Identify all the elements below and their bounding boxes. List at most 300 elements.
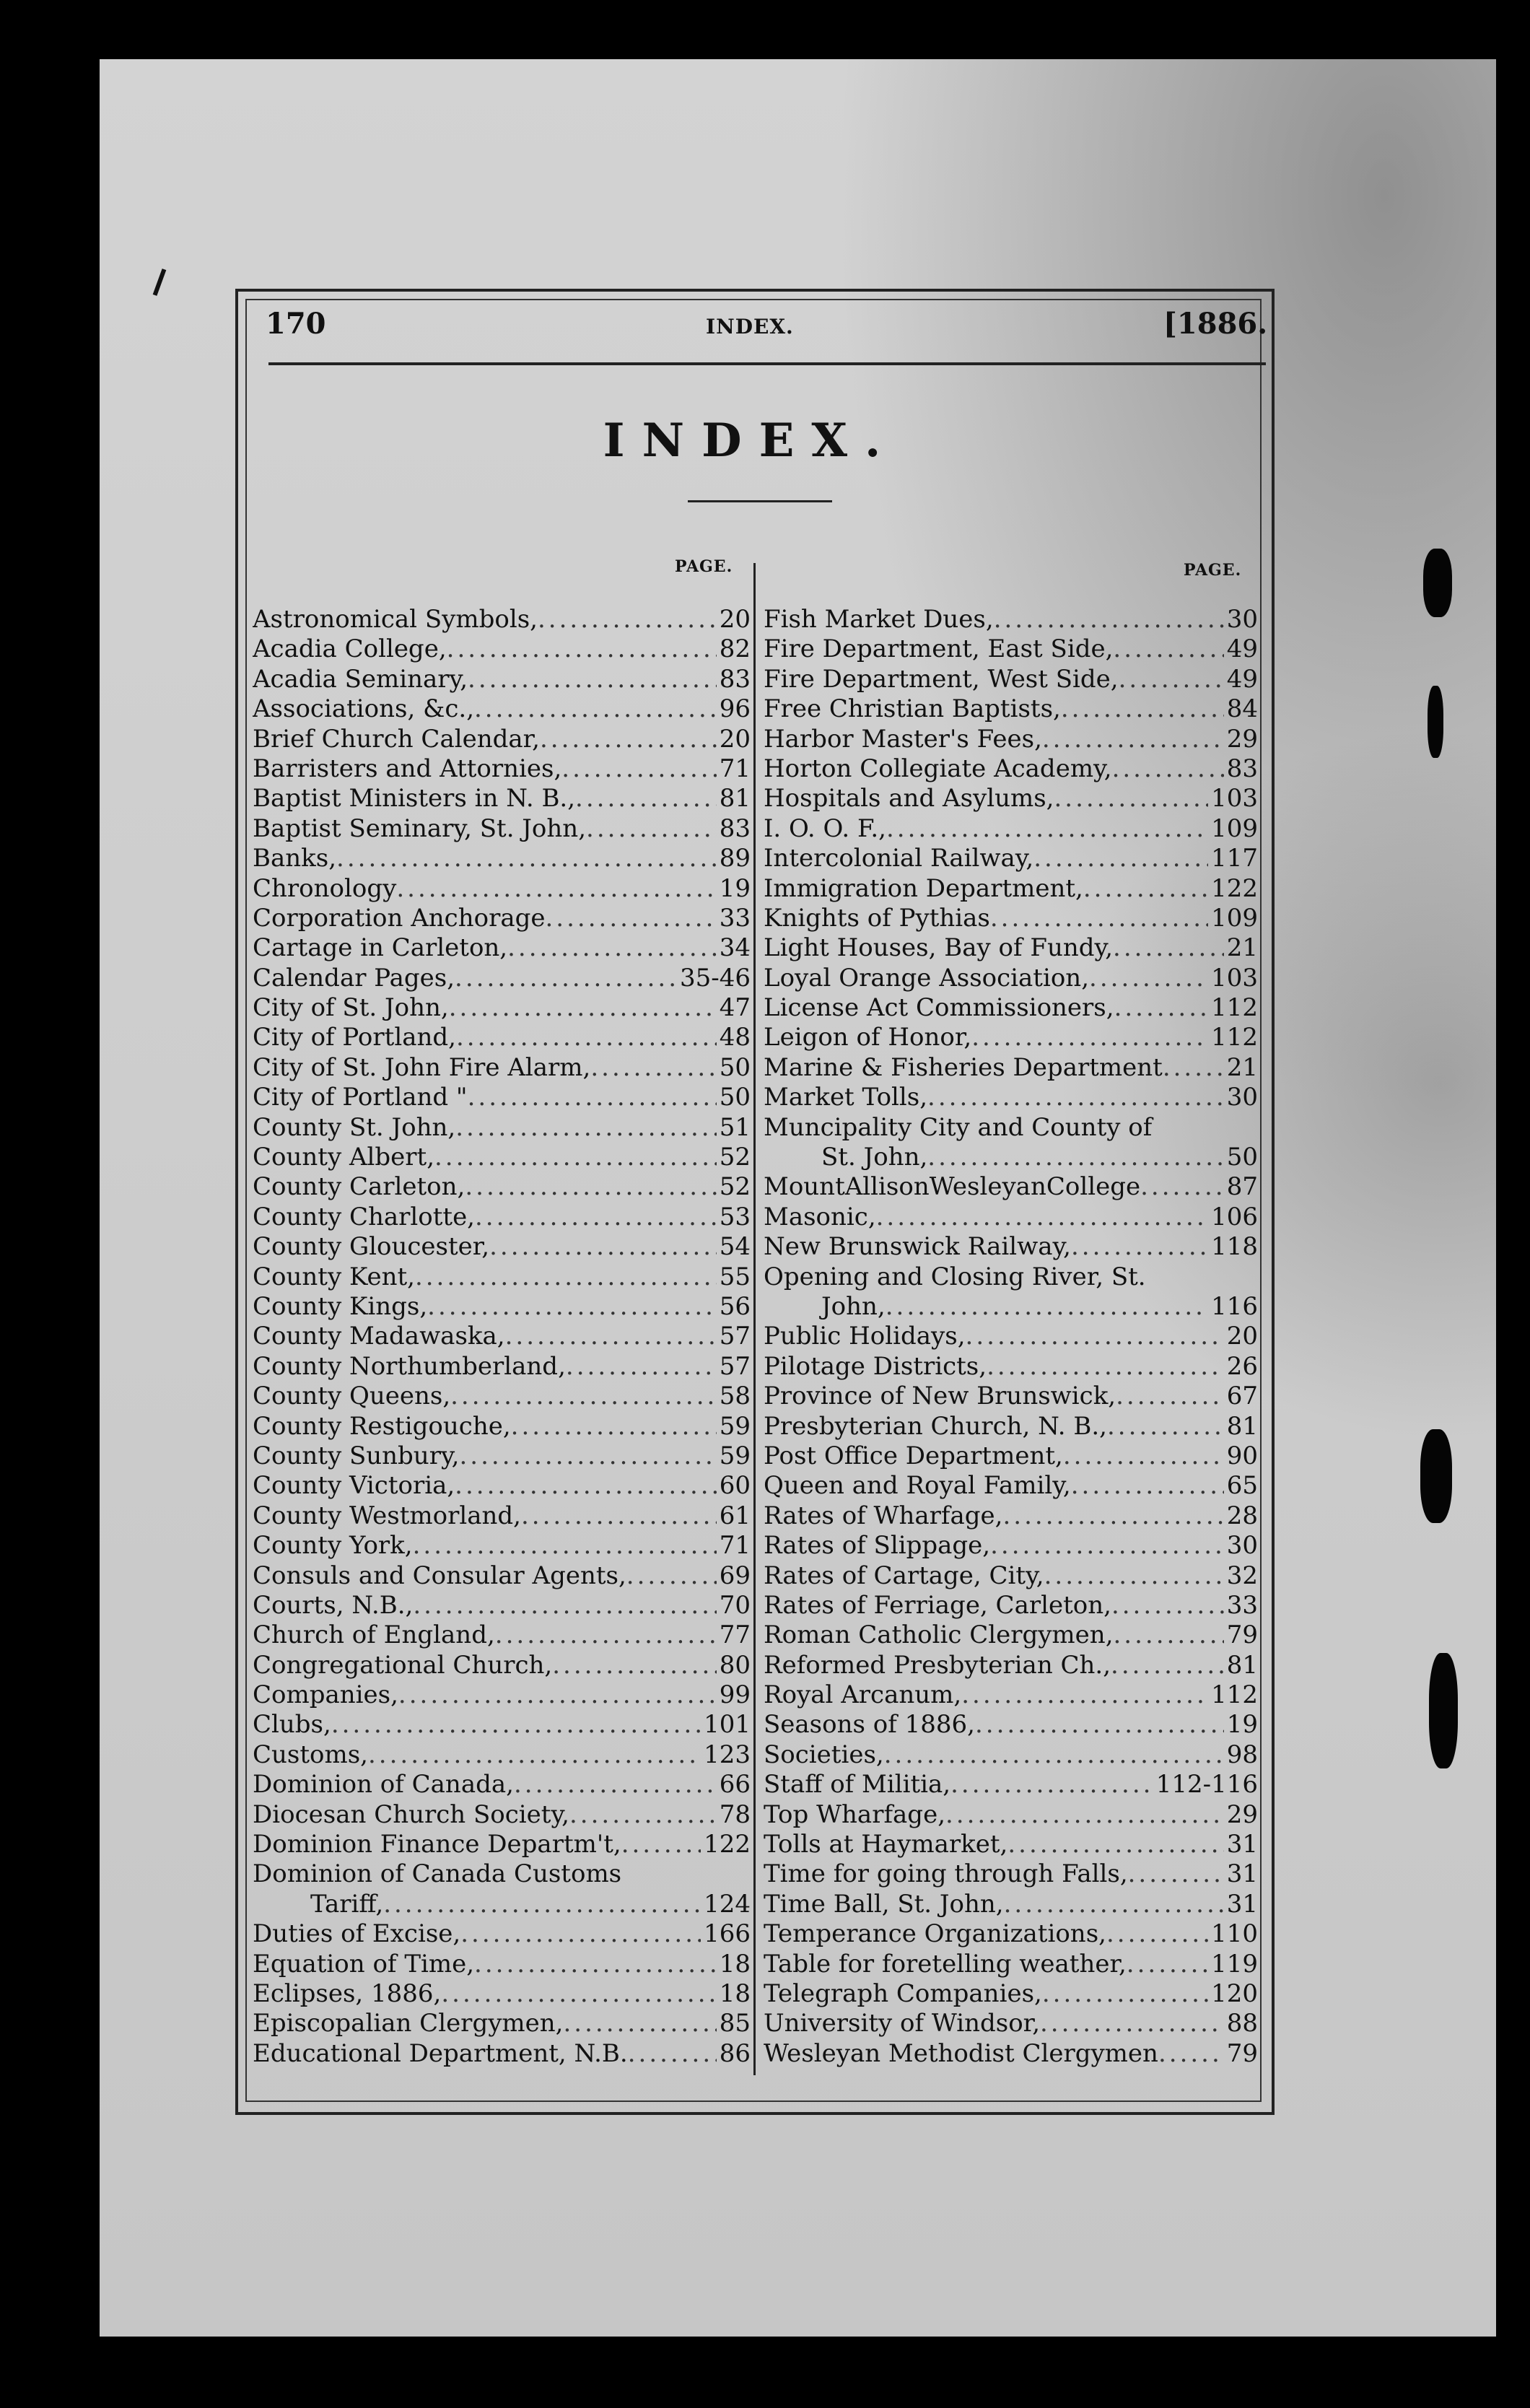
leader-dots <box>586 814 717 844</box>
index-entry <box>764 1023 1258 1052</box>
entry-title: Horton Collegiate Academy, <box>764 754 1112 783</box>
leader-dots <box>966 1322 1224 1351</box>
entry-page-number: 166 <box>704 1919 751 1949</box>
leader-dots <box>468 665 717 694</box>
index-entry <box>253 1113 751 1143</box>
index-entry <box>253 605 751 634</box>
entry-page-number: 88 <box>1226 2009 1258 2038</box>
leader-dots <box>950 1770 1153 1800</box>
leader-dots <box>474 694 717 724</box>
index-entry <box>253 665 751 694</box>
entry-page-number: 33 <box>1226 1590 1258 1620</box>
index-entry <box>253 1620 751 1650</box>
entry-title: Courts, N.B., <box>253 1590 414 1620</box>
entry-title: Dominion of Canada, <box>253 1770 514 1800</box>
entry-page-number: 50 <box>1226 1143 1258 1172</box>
index-entry <box>764 754 1258 784</box>
entry-page-number: 59 <box>719 1411 751 1441</box>
entry-page-number: 59 <box>719 1441 751 1470</box>
entry-page-number: 90 <box>1226 1441 1258 1470</box>
entry-page-number: 19 <box>719 873 751 903</box>
leader-dots <box>566 1352 717 1382</box>
leader-dots <box>465 1172 716 1202</box>
entry-title: Diocesan Church Society, <box>253 1800 569 1829</box>
entry-title: Duties of Excise, <box>253 1919 461 1949</box>
entry-title: Harbor Master's Fees, <box>764 724 1042 754</box>
running-title: INDEX. <box>706 315 794 339</box>
leader-dots <box>1114 993 1209 1023</box>
entry-title: Telegraph Companies, <box>764 1979 1042 2008</box>
index-entry <box>253 1501 751 1531</box>
entry-title: St. John, <box>821 1143 928 1172</box>
leader-dots <box>1042 1979 1208 2009</box>
index-entry <box>764 1919 1258 1949</box>
index-entry <box>253 2009 751 2038</box>
entry-title: Leigon of Honor, <box>764 1023 972 1052</box>
entry-title: Wesleyan Methodist Clergymen <box>764 2038 1158 2068</box>
index-entry <box>764 1292 1258 1322</box>
entry-page-number: 118 <box>1211 1232 1258 1262</box>
index-entry <box>764 1770 1258 1800</box>
index-entry <box>764 964 1258 993</box>
entry-page-number: 112 <box>1211 1680 1258 1710</box>
entry-title: Rates of Wharfage, <box>764 1501 1003 1530</box>
leader-dots <box>1113 634 1223 664</box>
leader-dots <box>495 1620 717 1650</box>
entry-title: Dominion Finance Departm't, <box>253 1830 621 1859</box>
entry-page-number: 18 <box>719 1979 751 2008</box>
entry-page-number: 109 <box>1211 903 1258 933</box>
leader-dots <box>1127 1950 1208 1979</box>
entry-page-number: 29 <box>1226 724 1258 754</box>
entry-title: Fire Department, East Side, <box>764 634 1114 664</box>
leader-dots <box>1128 1859 1224 1889</box>
entry-page-number: 109 <box>1211 813 1258 843</box>
index-entry <box>764 1143 1258 1172</box>
leader-dots <box>1116 1382 1224 1411</box>
leader-dots <box>449 993 717 1023</box>
entry-page-number: 112-116 <box>1155 1770 1258 1800</box>
index-entry <box>253 1471 751 1501</box>
index-entry <box>764 1800 1258 1830</box>
entry-page-number: 30 <box>1226 1083 1258 1112</box>
header-rule <box>268 362 1266 365</box>
entry-title: Presbyterian Church, N. B., <box>764 1411 1107 1441</box>
index-entry <box>253 1770 751 1800</box>
entry-title: Educational Department, N.B. <box>253 2038 628 2068</box>
entry-page-number: 77 <box>719 1620 751 1650</box>
entry-page-number: 54 <box>719 1232 751 1262</box>
leader-dots <box>927 1083 1224 1112</box>
entry-page-number: 67 <box>1226 1382 1258 1411</box>
index-entry <box>764 1441 1258 1471</box>
entry-page-number: 84 <box>1226 694 1258 724</box>
entry-title: Loyal Orange Association, <box>764 963 1090 993</box>
leader-dots <box>961 1680 1208 1710</box>
entry-title: County Queens, <box>253 1382 451 1411</box>
index-entry <box>253 1232 751 1262</box>
entry-page-number: 83 <box>1226 754 1258 783</box>
leader-dots <box>1158 2039 1224 2069</box>
leader-dots <box>475 1203 717 1232</box>
leader-dots <box>626 1561 717 1591</box>
index-entry <box>253 1651 751 1680</box>
entry-title: Calendar Pages, <box>253 963 455 993</box>
entry-page-number: 60 <box>719 1471 751 1501</box>
entry-title: Muncipality City and County of <box>764 1112 1153 1142</box>
leader-dots <box>455 1471 717 1501</box>
entry-title: County Victoria, <box>253 1471 455 1501</box>
index-entry <box>253 1591 751 1620</box>
entry-page-number: 28 <box>1226 1501 1258 1530</box>
entry-page-number: 33 <box>719 903 751 933</box>
entry-title: Eclipses, 1886, <box>253 1979 442 2008</box>
entry-page-number: 70 <box>719 1590 751 1620</box>
left-page-column-label: PAGE. <box>675 557 733 576</box>
entry-title: Societies, <box>764 1740 884 1769</box>
leader-dots <box>368 1740 701 1770</box>
leader-dots <box>1114 1620 1224 1650</box>
leader-dots <box>876 1203 1208 1232</box>
entry-page-number: 56 <box>719 1291 751 1321</box>
entry-page-number: 55 <box>719 1262 751 1291</box>
entry-page-number: 119 <box>1211 1949 1258 1979</box>
index-entry <box>764 2039 1258 2069</box>
entry-page-number: 29 <box>1226 1800 1258 1829</box>
leader-dots <box>1007 1830 1223 1859</box>
index-entry <box>253 1083 751 1112</box>
index-entry <box>253 2039 751 2069</box>
entry-title: Royal Arcanum, <box>764 1680 962 1710</box>
entry-title: Acadia College, <box>253 634 447 664</box>
entry-page-number: 53 <box>719 1202 751 1231</box>
entry-title: Queen and Royal Family, <box>764 1471 1071 1501</box>
page-damage <box>1428 686 1443 758</box>
entry-title: City of St. John, <box>253 993 449 1023</box>
entry-title: Table for foretelling weather, <box>764 1949 1127 1979</box>
index-entry <box>764 2009 1258 2038</box>
entry-title: License Act Commissioners, <box>764 993 1114 1023</box>
entry-title: I. O. O. F., <box>764 813 886 843</box>
index-entry <box>764 814 1258 844</box>
index-entry <box>764 1890 1258 1919</box>
entry-title: MountAllisonWesleyanCollege <box>764 1172 1141 1202</box>
entry-title: Province of New Brunswick, <box>764 1382 1116 1411</box>
index-entry <box>764 1531 1258 1561</box>
index-entry <box>253 1203 751 1232</box>
entry-title: Roman Catholic Clergymen, <box>764 1620 1114 1650</box>
leader-dots <box>975 1710 1224 1740</box>
entry-page-number: 35-46 <box>679 963 751 993</box>
leader-dots <box>489 1232 717 1262</box>
entry-title: Cartage in Carleton, <box>253 933 508 963</box>
entry-page-number: 96 <box>719 694 751 724</box>
entry-page-number: 101 <box>704 1710 751 1740</box>
leader-dots <box>575 784 717 813</box>
entry-page-number: 122 <box>704 1830 751 1859</box>
index-entry <box>253 874 751 904</box>
index-entry <box>253 694 751 724</box>
entry-page-number: 31 <box>1226 1889 1258 1919</box>
entry-page-number: 116 <box>1211 1291 1258 1321</box>
leader-dots <box>1113 933 1224 963</box>
index-entry <box>764 1203 1258 1232</box>
entry-page-number: 61 <box>719 1501 751 1530</box>
leader-dots <box>540 725 717 754</box>
entry-title: Church of England, <box>253 1620 495 1650</box>
leader-dots <box>1071 1471 1224 1501</box>
index-entry <box>764 1591 1258 1620</box>
right-page-column-label: PAGE. <box>1184 561 1242 580</box>
index-entry <box>253 1382 751 1411</box>
entry-page-number: 81 <box>719 784 751 813</box>
leader-dots <box>413 1531 717 1561</box>
entry-page-number: 20 <box>719 724 751 754</box>
index-entry <box>253 993 751 1023</box>
entry-title: Pilotage Districts, <box>764 1351 987 1381</box>
entry-title: Episcopalian Clergymen, <box>253 2009 564 2038</box>
entry-page-number: 30 <box>1226 1531 1258 1561</box>
leader-dots <box>468 1083 717 1112</box>
entry-page-number: 21 <box>1226 933 1258 963</box>
entry-page-number: 98 <box>1226 1740 1258 1769</box>
index-entry <box>253 1292 751 1322</box>
entry-page-number: 81 <box>1226 1650 1258 1680</box>
entry-title: Tariff, <box>310 1889 384 1919</box>
index-entry <box>764 904 1258 933</box>
page-number: 170 <box>266 307 326 341</box>
leader-dots <box>455 964 677 993</box>
entry-title: County St. John, <box>253 1112 456 1142</box>
index-entry <box>764 1053 1258 1083</box>
leader-dots <box>413 1591 716 1620</box>
entry-title: Barristers and Attornies, <box>253 754 562 783</box>
index-entry <box>253 634 751 664</box>
leader-dots <box>1119 665 1224 694</box>
entry-page-number: 79 <box>1226 1620 1258 1650</box>
entry-page-number: 78 <box>719 1800 751 1829</box>
entry-title: Masonic, <box>764 1202 876 1231</box>
entry-page-number: 57 <box>719 1351 751 1381</box>
page-title: INDEX. <box>603 414 899 468</box>
leader-dots <box>1033 844 1208 873</box>
leader-dots <box>434 1143 717 1172</box>
leader-dots <box>1002 1501 1223 1531</box>
entry-title: Consuls and Consular Agents, <box>253 1561 626 1590</box>
index-entry <box>764 933 1258 963</box>
index-entry <box>253 1919 751 1949</box>
entry-title: Banks, <box>253 844 337 873</box>
entry-title: Fish Market Dues, <box>764 605 994 634</box>
leader-dots <box>398 1680 717 1710</box>
index-entry <box>764 725 1258 754</box>
leader-dots <box>1071 1232 1208 1262</box>
entry-title: Customs, <box>253 1740 368 1769</box>
entry-page-number: 57 <box>719 1322 751 1351</box>
entry-title: Time Ball, St. John, <box>764 1889 1004 1919</box>
index-entry <box>253 1053 751 1083</box>
entry-page-number: 87 <box>1226 1172 1258 1202</box>
leader-dots <box>886 1292 1208 1322</box>
index-entry <box>764 1382 1258 1411</box>
index-entry <box>253 1680 751 1710</box>
leader-dots <box>474 1950 717 1979</box>
leader-dots <box>336 844 717 873</box>
leader-dots <box>1089 964 1208 993</box>
index-entry <box>253 1830 751 1859</box>
index-entry <box>253 1531 751 1561</box>
entry-title: County Carleton, <box>253 1172 465 1202</box>
index-entry <box>253 1322 751 1351</box>
entry-title: Tolls at Haymarket, <box>764 1830 1008 1859</box>
leader-dots <box>628 2039 717 2069</box>
index-entry <box>253 1412 751 1441</box>
entry-title: Chronology <box>253 873 397 903</box>
entry-page-number: 47 <box>719 993 751 1023</box>
entry-title: County Northumberland, <box>253 1351 566 1381</box>
entry-title: County Charlotte, <box>253 1202 475 1231</box>
index-entry <box>764 1561 1258 1591</box>
index-entry <box>253 1172 751 1202</box>
leader-dots <box>990 1531 1224 1561</box>
index-entry <box>764 1471 1258 1501</box>
index-entry <box>253 814 751 844</box>
index-entry <box>764 1412 1258 1441</box>
entry-title: Clubs, <box>253 1710 331 1740</box>
entry-page-number: 82 <box>719 634 751 664</box>
index-entry <box>253 1561 751 1591</box>
leader-dots <box>1054 784 1209 813</box>
entry-title: City of Portland " <box>253 1083 468 1112</box>
leader-dots <box>1111 1651 1224 1680</box>
leader-dots <box>1140 1172 1224 1202</box>
entry-page-number: 69 <box>719 1561 751 1590</box>
entry-title: Rates of Cartage, City, <box>764 1561 1044 1590</box>
entry-title: Corporation Anchorage <box>253 903 546 933</box>
index-entry <box>253 1890 751 1919</box>
leader-dots <box>569 1800 717 1830</box>
entry-title: Opening and Closing River, St. <box>764 1262 1146 1291</box>
index-entry <box>764 1232 1258 1262</box>
entry-page-number: 49 <box>1226 664 1258 694</box>
entry-title: Rates of Slippage, <box>764 1531 991 1561</box>
entry-title: Staff of Militia, <box>764 1770 951 1800</box>
entry-title: County Madawaska, <box>253 1322 505 1351</box>
entry-title: County Albert, <box>253 1143 434 1172</box>
entry-page-number: 122 <box>1211 873 1258 903</box>
page-damage <box>1423 549 1452 617</box>
leader-dots <box>945 1800 1224 1830</box>
entry-title: John, <box>821 1291 886 1321</box>
leader-dots <box>994 605 1224 634</box>
entry-page-number: 103 <box>1211 784 1258 813</box>
entry-page-number: 117 <box>1211 844 1258 873</box>
leader-dots <box>460 1919 701 1949</box>
entry-title: Market Tolls, <box>764 1083 928 1112</box>
index-entry <box>253 844 751 873</box>
index-entry <box>253 1979 751 2009</box>
entry-title: Hospitals and Asylums, <box>764 784 1054 813</box>
leader-dots <box>331 1710 701 1740</box>
index-left-column <box>253 605 751 2069</box>
index-entry <box>253 1859 751 1889</box>
index-entry <box>764 1680 1258 1710</box>
index-entry <box>764 665 1258 694</box>
entry-page-number: 65 <box>1226 1471 1258 1501</box>
entry-title: Companies, <box>253 1680 398 1710</box>
entry-title: University of Windsor, <box>764 2009 1040 2038</box>
entry-page-number: 26 <box>1226 1351 1258 1381</box>
entry-page-number: 89 <box>719 844 751 873</box>
leader-dots <box>459 1441 716 1471</box>
entry-page-number: 19 <box>1226 1710 1258 1740</box>
entry-page-number: 83 <box>719 664 751 694</box>
entry-page-number: 99 <box>719 1680 751 1710</box>
entry-title: City of St. John Fire Alarm, <box>253 1052 591 1082</box>
leader-dots <box>552 1651 717 1680</box>
entry-page-number: 80 <box>719 1650 751 1680</box>
entry-title: Temperance Organizations, <box>764 1919 1106 1949</box>
leader-dots <box>455 1113 717 1143</box>
index-entry <box>253 754 751 784</box>
entry-page-number: 21 <box>1226 1052 1258 1082</box>
leader-dots <box>441 1979 716 2009</box>
index-entry <box>253 1023 751 1052</box>
entry-page-number: 124 <box>704 1889 751 1919</box>
entry-page-number: 32 <box>1226 1561 1258 1590</box>
index-entry <box>253 964 751 993</box>
index-entry <box>764 634 1258 664</box>
leader-dots <box>507 933 717 963</box>
entry-page-number: 50 <box>719 1052 751 1082</box>
index-entry <box>764 993 1258 1023</box>
entry-page-number: 123 <box>704 1740 751 1769</box>
leader-dots <box>1044 1561 1224 1591</box>
leader-dots <box>514 1770 717 1800</box>
index-entry <box>764 1501 1258 1531</box>
leader-dots <box>427 1292 717 1322</box>
entry-page-number: 83 <box>719 813 751 843</box>
index-entry <box>764 1113 1258 1143</box>
entry-title: Congregational Church, <box>253 1650 553 1680</box>
leader-dots <box>1111 1591 1224 1620</box>
entry-title: Astronomical Symbols, <box>253 605 538 634</box>
entry-title: Light Houses, Bay of Fundy, <box>764 933 1114 963</box>
entry-title: City of Portland, <box>253 1023 456 1052</box>
entry-title: Associations, &c., <box>253 694 474 724</box>
leader-dots <box>1107 1412 1224 1441</box>
leader-dots <box>1040 2009 1224 2038</box>
entry-title: Time for going through Falls, <box>764 1859 1128 1889</box>
index-entry <box>764 694 1258 724</box>
index-entry <box>253 1950 751 1979</box>
leader-dots <box>545 904 716 933</box>
leader-dots <box>450 1382 717 1411</box>
index-entry <box>253 1143 751 1172</box>
entry-title: Acadia Seminary, <box>253 664 468 694</box>
index-entry <box>764 1950 1258 1979</box>
leader-dots <box>1163 1053 1224 1083</box>
entry-title: Knights of Pythias <box>764 903 990 933</box>
leader-dots <box>396 874 716 904</box>
entry-title: County Kings, <box>253 1291 428 1321</box>
entry-page-number: 52 <box>719 1143 751 1172</box>
entry-page-number: 66 <box>719 1770 751 1800</box>
entry-page-number: 112 <box>1211 1023 1258 1052</box>
entry-page-number: 81 <box>1226 1411 1258 1441</box>
entry-page-number: 120 <box>1211 1979 1258 2008</box>
entry-page-number: 34 <box>719 933 751 963</box>
